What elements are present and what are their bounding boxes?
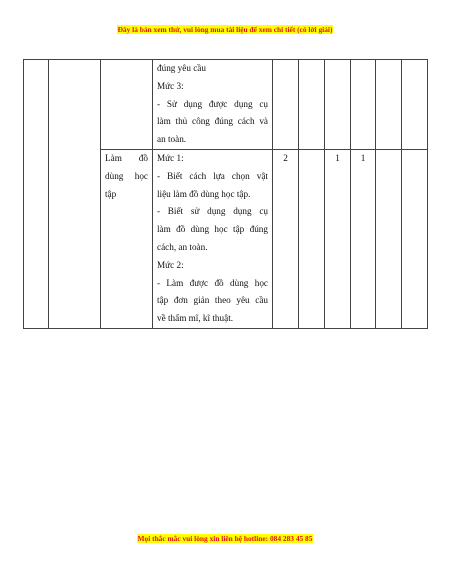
- requirement-line: về thẩm mĩ, kĩ thuật.: [157, 313, 234, 324]
- requirement-line: làm thủ công đúng cách và: [157, 116, 268, 127]
- topic-line: dùng học: [105, 170, 148, 181]
- value-cell: [351, 60, 376, 150]
- value-cell: 2: [273, 149, 299, 328]
- requirement-line: - Sử dụng được dụng cụ: [157, 98, 268, 109]
- value-cell: 1: [325, 149, 351, 328]
- subject-cell: [49, 60, 101, 329]
- requirement-line: - Biết cách lựa chọn vật: [157, 170, 268, 181]
- topic-cell: [101, 149, 153, 328]
- preview-notice-text: Đây là bản xem thử, vui lòng mua tài liệu để xem chi tiết (có lời giải): [117, 25, 333, 34]
- value-cell: [299, 149, 325, 328]
- value-cell: [402, 149, 428, 328]
- requirement-line: đúng yêu cầu: [157, 63, 206, 73]
- requirement-line: tập đơn giản theo yêu cầu: [157, 295, 268, 306]
- requirement-line: làm đồ dùng học tập đúng: [157, 224, 268, 235]
- requirement-cell: [153, 149, 273, 328]
- value-cell: 1: [351, 149, 376, 328]
- index-cell: [24, 60, 49, 329]
- topic-cell: [101, 60, 153, 150]
- requirement-cell: [153, 60, 273, 150]
- level-label: Mức 2:: [157, 259, 184, 270]
- hotline-notice-banner: [0, 534, 450, 543]
- table-row: [24, 60, 428, 150]
- value-cell: [376, 149, 402, 328]
- level-label: Mức 1:: [157, 152, 184, 163]
- requirement-line: an toàn.: [157, 134, 187, 145]
- value-cell: [402, 60, 428, 150]
- value-cell: [376, 60, 402, 150]
- value-cell: [273, 60, 299, 150]
- topic-line: tập: [105, 188, 117, 199]
- level-label: Mức 3:: [157, 80, 184, 91]
- value-cell: [299, 60, 325, 150]
- requirement-line: cách, an toàn.: [157, 241, 208, 252]
- requirement-line: liệu làm đồ dùng học tập.: [157, 188, 251, 199]
- assessment-matrix-table: [23, 59, 428, 329]
- requirement-line: - Làm được đồ dùng học: [157, 277, 268, 288]
- requirement-line: - Biết sử dụng dụng cụ: [157, 206, 268, 217]
- hotline-notice-text: Mọi thắc mắc vui lòng xin liên hệ hotline: 084 283 45 85: [137, 534, 313, 543]
- value-cell: [325, 60, 351, 150]
- preview-notice-banner: [0, 25, 450, 34]
- topic-line: Làm đồ: [105, 152, 148, 163]
